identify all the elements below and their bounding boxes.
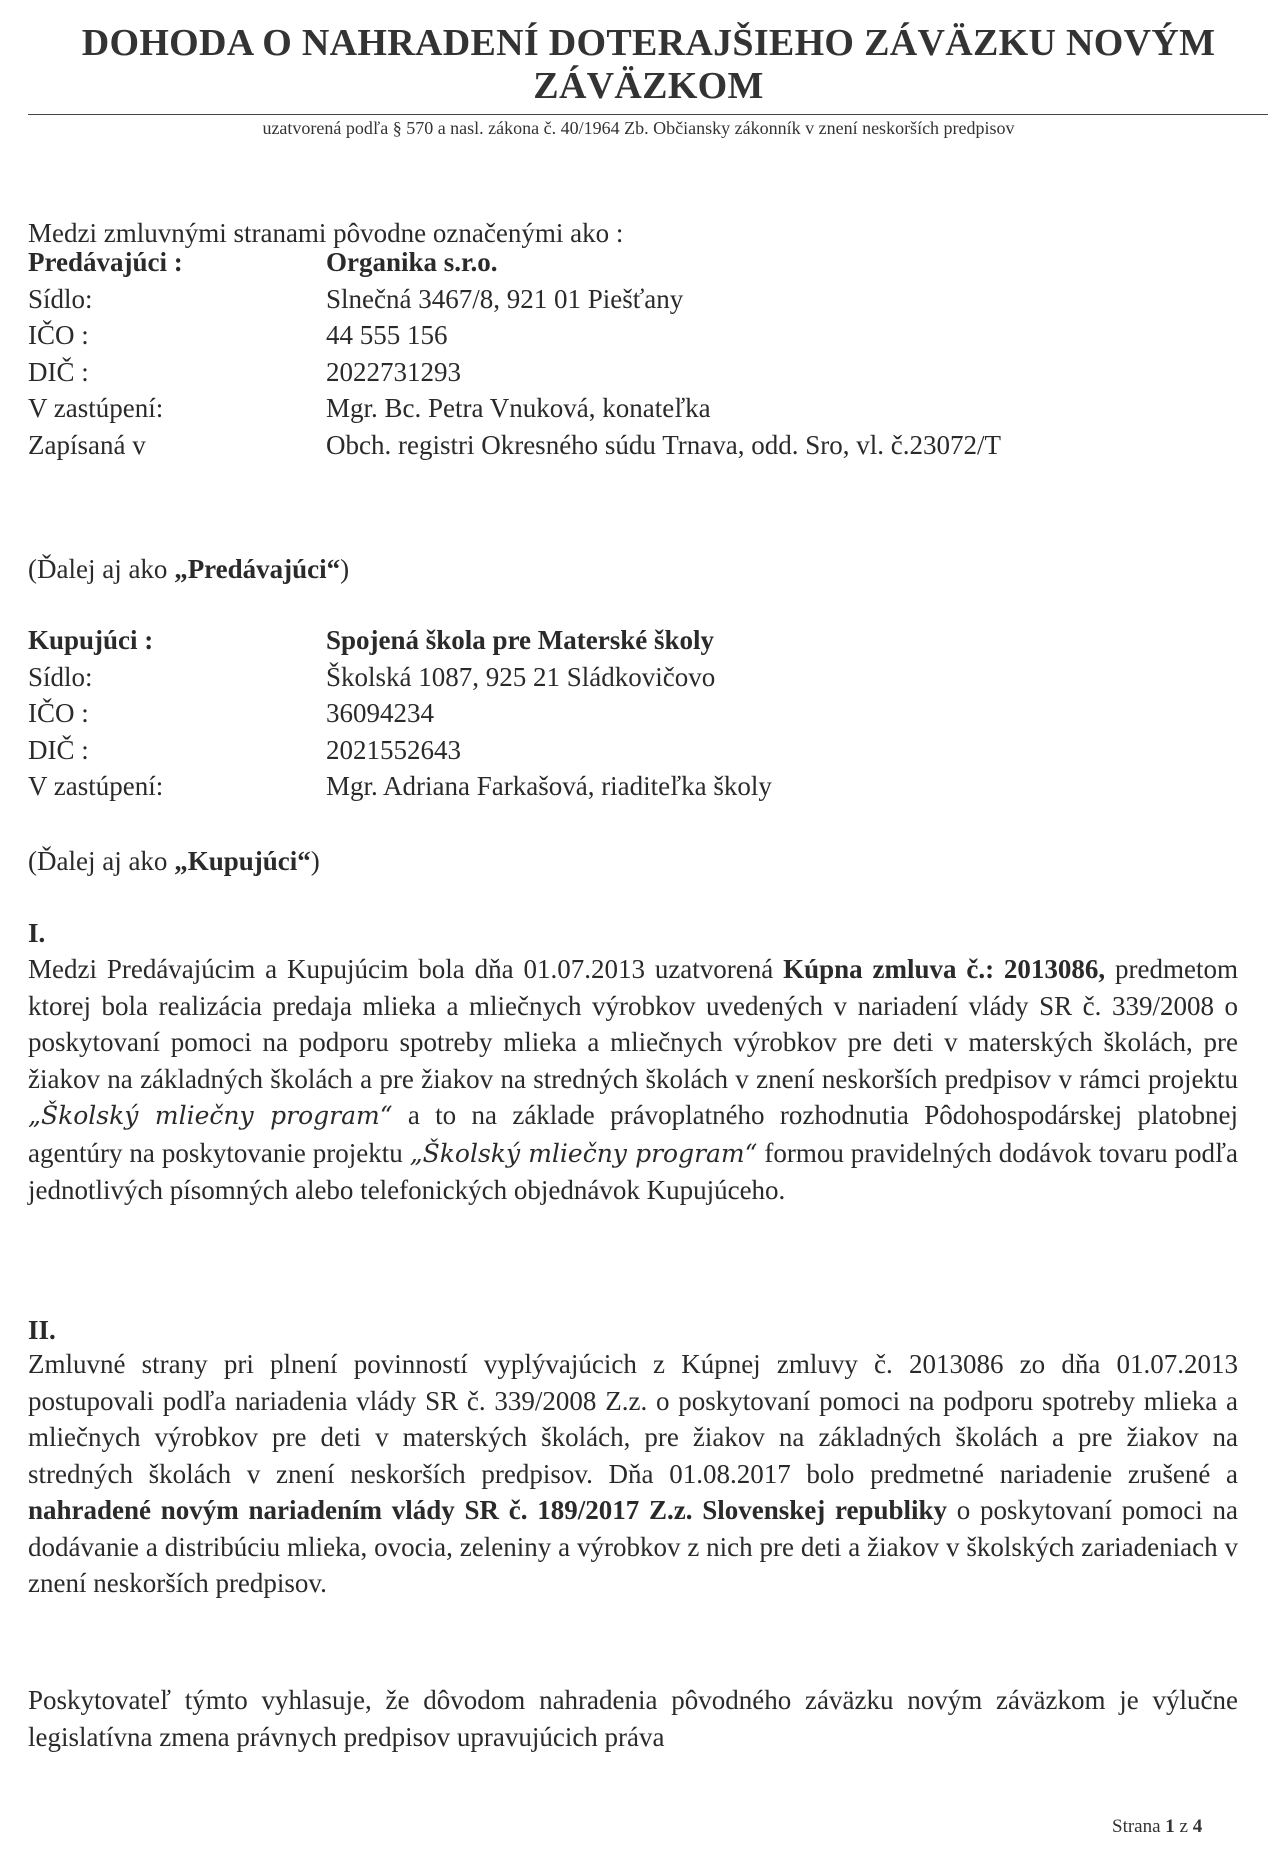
intro-text: Medzi zmluvnými stranami pôvodne označenými ako : — [28, 218, 624, 248]
seller-label: DIČ : — [28, 356, 89, 387]
seller-row — [28, 427, 1001, 464]
seller-row — [28, 390, 1001, 427]
document-title: DOHODA O NAHRADENÍ DOTERAJŠIEHO ZÁVÄZKU NOVÝM ZÁVÄZKOM — [81, 22, 1216, 107]
seller-value: Mgr. Bc. Petra Vnuková, konateľka — [326, 393, 711, 423]
section-1-paragraph: Medzi Predávajúcim a Kupujúcim bola dňa 01.07.2013 uzatvorená Kúpna zmluva č.: 2013086, predmetom ktorej bola realizácia predaja mlieka a mliečnych výrobkov uvedených v nariadení vlády SR č. 339/2008 o poskytovaní pomoci na podporu spotreby mlieka a mliečnych výrobkov pre deti v materských školách, pre žiakov na základných školách a pre žiakov na stredných školách v znení neskorších predpisov v rámci projektu „Školský mliečny program“ a to na základe právoplatného rozhodnutia Pôdohospodárskej platobnej agentúry na poskytovanie projektu „Školský mliečny program“ formou pravidelných dodávok tovaru podľa jednotlivých písomných alebo telefonických objednávok Kupujúceho. — [28, 954, 1239, 1205]
buyer-value: 36094234 — [326, 698, 434, 728]
seller-row — [28, 244, 1001, 281]
seller-block — [28, 244, 1001, 463]
buyer-name: Spojená škola pre Materské školy — [326, 625, 715, 655]
seller-further-note: (Ďalej aj ako „Predávajúci“) — [28, 554, 350, 584]
document-subtitle: uzatvorená podľa § 570 a nasl. zákona č. 40/1964 Zb. Občiansky zákonník v znení neskorších predpisov — [262, 118, 1015, 138]
buyer-row — [28, 768, 772, 805]
seller-label: Zapísaná v — [28, 429, 146, 460]
page-number: Strana 1 z 4 — [1112, 1816, 1203, 1837]
seller-value: 2022731293 — [326, 356, 461, 387]
seller-row — [28, 354, 1001, 391]
section-2-heading: II. — [28, 1315, 56, 1345]
buyer-label: Kupujúci : — [28, 625, 154, 655]
buyer-alias: „Kupujúci“ — [174, 846, 311, 876]
buyer-row — [28, 622, 772, 659]
seller-value: Obch. registri Okresného súdu Trnava, odd. Sro, vl. č.23072/T — [326, 429, 1001, 460]
buyer-label: Sídlo: — [28, 661, 93, 692]
seller-alias: „Predávajúci“ — [174, 554, 341, 584]
buyer-row — [28, 732, 772, 769]
buyer-value: 2021552643 — [326, 734, 461, 765]
buyer-label: V zastúpení: — [28, 771, 164, 801]
title-rule — [28, 114, 1268, 115]
closing-paragraph: Poskytovateľ týmto vyhlasuje, že dôvodom nahradenia pôvodného záväzku novým záväzkom je výlučne legislatívna zmena právnych predpisov upravujúcich práva — [28, 1685, 1238, 1752]
seller-label: V zastúpení: — [28, 393, 164, 423]
seller-value: Slnečná 3467/8, 921 01 Piešťany — [326, 283, 684, 314]
buyer-label: DIČ : — [28, 734, 89, 765]
buyer-value: Mgr. Adriana Farkašová, riaditeľka školy — [326, 771, 772, 801]
buyer-row — [28, 695, 772, 732]
seller-label: Predávajúci : — [28, 247, 183, 277]
section-1-heading: I. — [28, 918, 46, 948]
buyer-label: IČO : — [28, 698, 89, 728]
buyer-further-note: (Ďalej aj ako „Kupujúci“) — [28, 846, 320, 876]
seller-name: Organika s.r.o. — [326, 247, 498, 277]
seller-label: IČO : — [28, 320, 89, 350]
seller-row — [28, 281, 1001, 318]
seller-value: 44 555 156 — [326, 320, 448, 350]
buyer-row — [28, 659, 772, 696]
section-2-paragraph: Zmluvné strany pri plnení povinností vyplývajúcich z Kúpnej zmluvy č. 2013086 zo dňa 01.07.2013 postupovali podľa nariadenia vlády SR č. 339/2008 Z.z. o poskytovaní pomoci na podporu spotreby mlieka a mliečnych výrobkov pre deti v materských školách, pre žiakov na základných školách a pre žiakov na stredných školách v znení neskorších predpisov. Dňa 01.08.2017 bolo predmetné nariadenie zrušené a nahradené novým nariadením vlády SR č. 189/2017 Z.z. Slovenskej republiky o poskytovaní pomoci na dodávanie a distribúciu mlieka, ovocia, zeleniny a výrobkov z nich pre deti a žiakov v školských zariadeniach v znení neskorších predpisov. — [28, 1349, 1239, 1598]
seller-label: Sídlo: — [28, 283, 93, 314]
seller-row — [28, 317, 1001, 354]
buyer-block — [28, 622, 772, 805]
buyer-value: Školská 1087, 925 21 Sládkovičovo — [326, 661, 716, 692]
